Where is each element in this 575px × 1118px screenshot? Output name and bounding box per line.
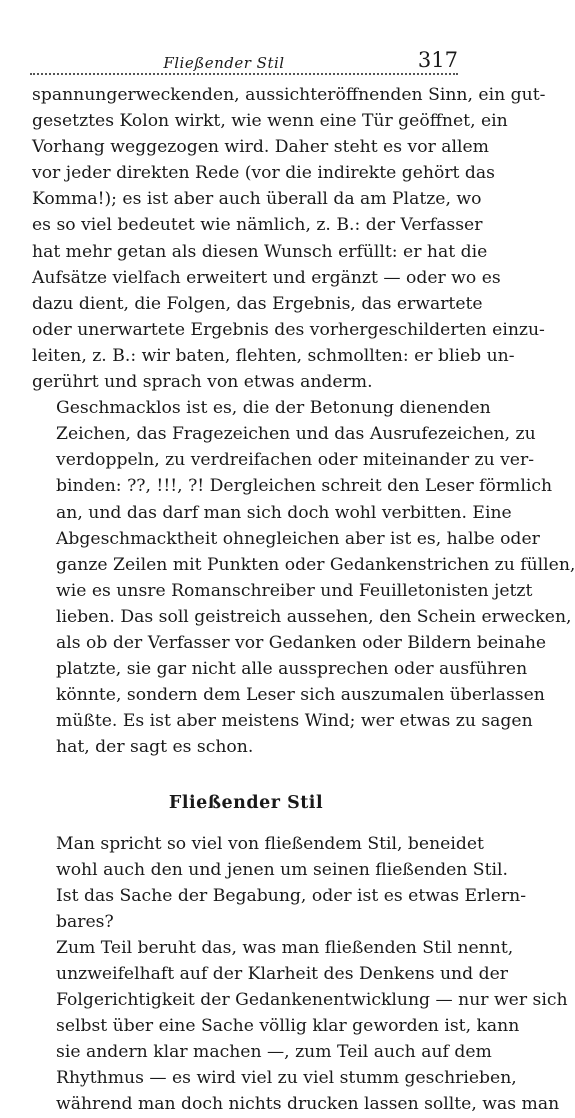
text-line: selbst über eine Sache völlig klar geworden ist, kann	[56, 1016, 520, 1037]
text-line: an, und das darf man sich doch wohl verbitten. Eine	[56, 502, 512, 523]
paragraphs-top	[32, 82, 575, 760]
text-line: wie es unsre Romanschreiber und Feuilletonisten jetzt	[56, 580, 533, 601]
page-body	[32, 82, 575, 1118]
text-line: Vorhang weggezogen wird. Daher steht es vor allem	[32, 137, 489, 158]
text-line: hat mehr getan als diesen Wunsch erfüllt: er hat die	[32, 241, 488, 262]
text-line: gesetztes Kolon wirkt, wie wenn eine Tür geöffnet, ein	[32, 111, 508, 132]
paragraph	[32, 82, 546, 395]
text-line: während man doch nichts drucken lassen sollte, was man	[56, 1094, 560, 1115]
text-line: binden: ??, !!!, ?! Dergleichen schreit den Leser förmlich	[56, 476, 553, 497]
text-line: dazu dient, die Folgen, das Ergebnis, das erwartete	[32, 293, 483, 314]
text-line: leiten, z. B.: wir baten, flehten, schmollten: er blieb un-	[32, 345, 515, 366]
text-line: Zeichen, das Fragezeichen und das Ausrufezeichen, zu	[56, 424, 536, 445]
text-line: Geschmacklos ist es, die der Betonung dienenden	[56, 398, 491, 419]
section-title: Fließender Stil	[168, 793, 324, 814]
text-line: verdoppeln, zu verdreifachen oder miteinander zu ver-	[56, 450, 535, 471]
text-line: Aufsätze vielfach erweitert und ergänzt — oder wo es	[32, 267, 501, 288]
text-line: Man spricht so viel von fließendem Stil, beneidet	[56, 833, 484, 854]
text-line: platzte, sie gar nicht alle aussprechen oder ausführen	[56, 659, 528, 680]
text-line: wohl auch den und jenen um seinen fließenden Stil.	[56, 859, 508, 880]
text-line: spannungerweckenden, aussichteröffnenden Sinn, ein gut-	[32, 85, 546, 105]
text-line: Ist das Sache der Begabung, oder ist es etwas Erlern-	[56, 885, 527, 906]
text-line: Folgerichtigkeit der Gedankenentwicklung — nur wer sich	[56, 990, 568, 1011]
paragraphs-bottom	[32, 831, 568, 1118]
header-rule	[30, 73, 458, 75]
text-line: bares?	[56, 911, 114, 932]
text-line: sie andern klar machen —, zum Teil auch auf dem	[56, 1042, 492, 1063]
paragraph	[32, 831, 527, 935]
text-line: hat, der sagt es schon.	[56, 737, 254, 758]
text-line: Komma!); es ist aber auch überall da am Platze, wo	[32, 189, 482, 210]
text-line: Zum Teil beruht das, was man fließenden Stil nennt,	[56, 937, 514, 958]
text-line: müßte. Es ist aber meistens Wind; wer etwas zu sagen	[56, 711, 533, 732]
text-line: unzweifelhaft auf der Klarheit des Denkens und der	[56, 964, 508, 984]
text-line: vor jeder direkten Rede (vor die indirekte gehört das	[32, 163, 495, 184]
running-header	[30, 44, 458, 72]
text-line: es so viel bedeutet wie nämlich, z. B.: der Verfasser	[32, 215, 483, 236]
text-line: oder unerwartete Ergebnis des vorhergeschilderten einzu-	[32, 319, 545, 340]
running-title: Fließender Stil	[163, 54, 285, 72]
text-line: ganze Zeilen mit Punkten oder Gedankenstrichen zu füllen,	[56, 554, 575, 575]
text-line: als ob der Verfasser vor Gedanken oder Bildern beinahe	[56, 632, 547, 653]
text-line: gerührt und sprach von etwas anderm.	[32, 372, 373, 393]
text-line: lieben. Das soll geistreich aussehen, den Schein erwecken,	[56, 606, 572, 627]
text-line: Abgeschmacktheit ohnegleichen aber ist es, halbe oder	[56, 528, 540, 549]
page-number: 317	[417, 48, 458, 72]
text-line: Rhythmus — es wird viel zu viel stumm geschrieben,	[56, 1068, 517, 1089]
paragraph	[32, 395, 575, 760]
text-line: könnte, sondern dem Leser sich auszumalen überlassen	[56, 685, 545, 706]
paragraph	[32, 935, 568, 1118]
